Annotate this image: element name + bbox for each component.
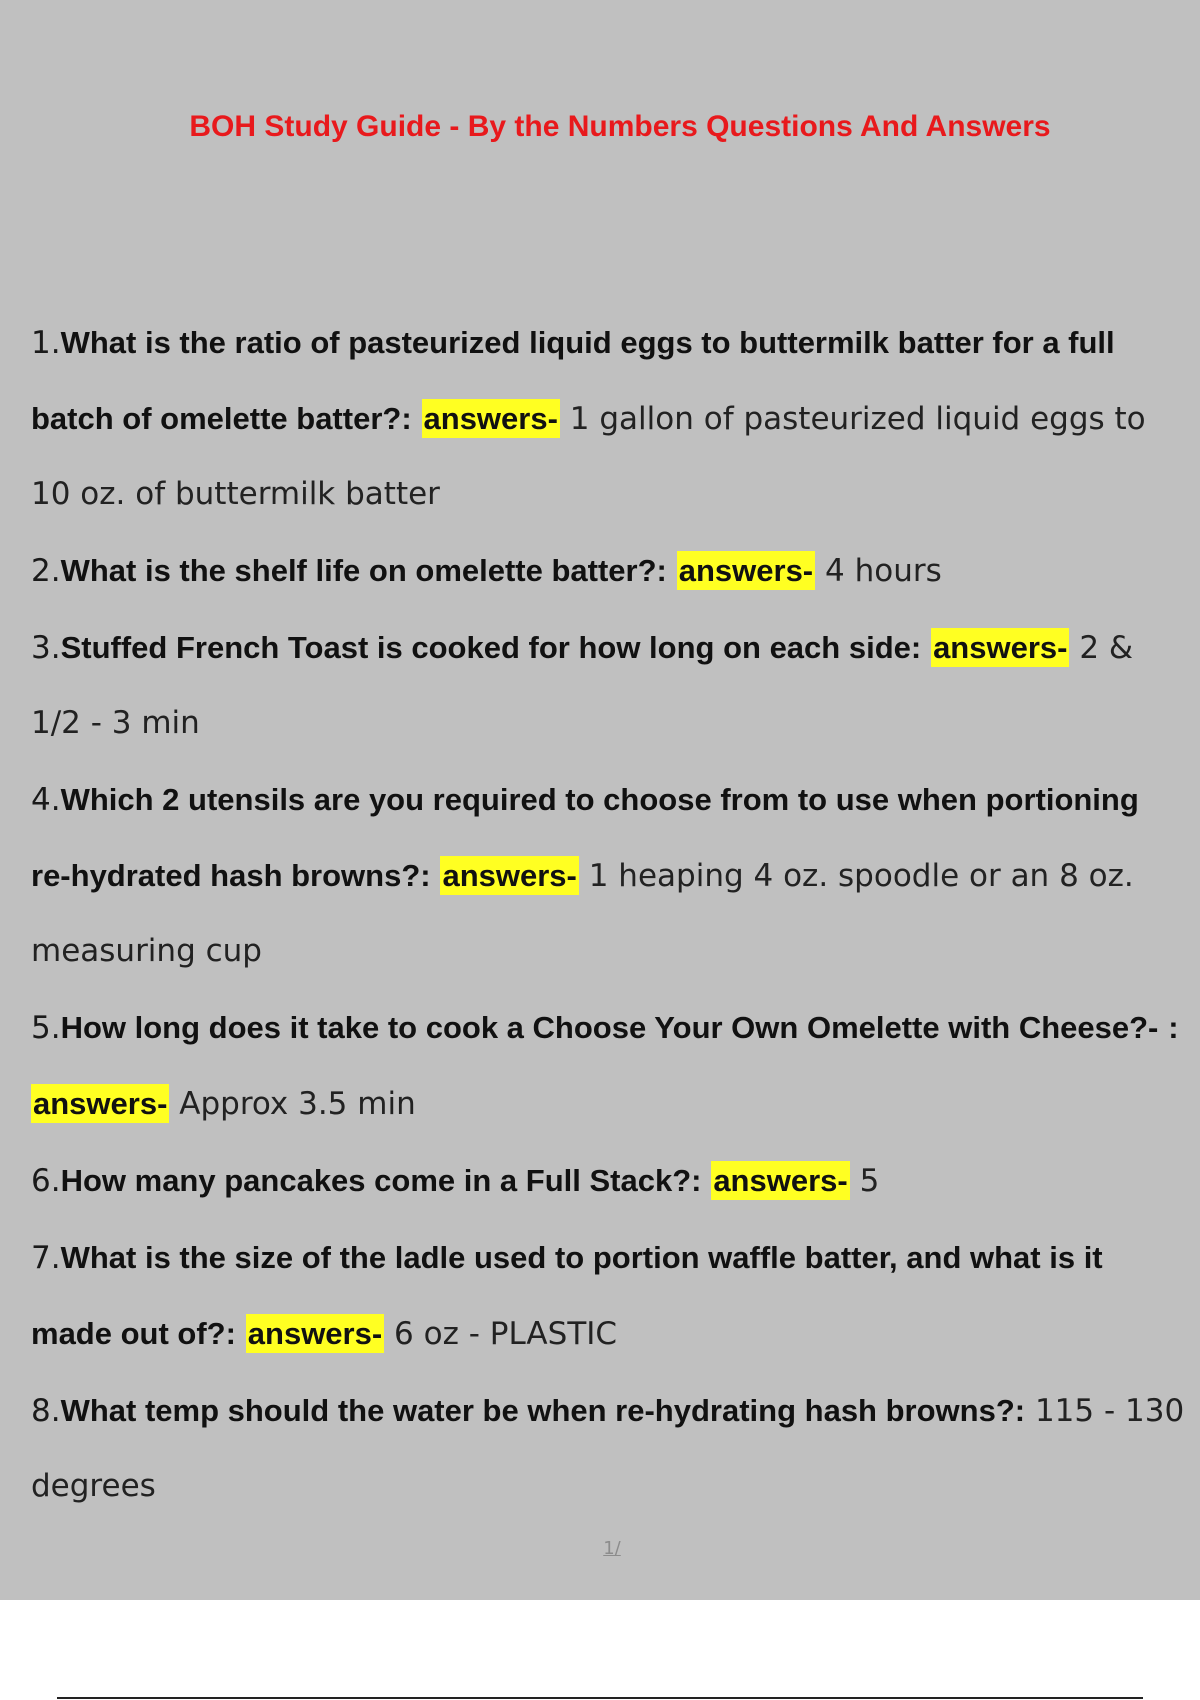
question-text-tail: : bbox=[1168, 1010, 1179, 1045]
qa-item-5 bbox=[31, 990, 1186, 1142]
qa-item-3 bbox=[31, 610, 1186, 761]
question-number: 8. bbox=[31, 1393, 61, 1429]
question-number: 7. bbox=[31, 1240, 61, 1276]
answer-tag: answers- bbox=[247, 1316, 383, 1351]
page-title: BOH Study Guide - By the Numbers Questions And Answers bbox=[189, 110, 1051, 143]
question-number: 5. bbox=[31, 1010, 61, 1046]
answer-tag: answers- bbox=[33, 1086, 168, 1121]
qa-item-7 bbox=[31, 1220, 1186, 1372]
answer-tag: answers- bbox=[713, 1163, 848, 1198]
footer-divider bbox=[57, 1697, 1143, 1699]
qa-item-1 bbox=[31, 305, 1186, 532]
question-text: What is the size of the ladle used to portion waffle batter, and what is it made out of?: bbox=[31, 1240, 1103, 1351]
question-text: What is the shelf life on omelette batter?: bbox=[60, 553, 667, 588]
qa-list bbox=[31, 305, 1186, 1525]
answer-tag: answers- bbox=[678, 553, 814, 588]
page-number: 1/ bbox=[603, 1538, 621, 1559]
answer-text: 1 heaping 4 oz. spoodle or an 8 oz. measuring cup bbox=[31, 858, 1134, 969]
qa-item-6 bbox=[31, 1143, 1186, 1219]
question-number: 2. bbox=[31, 553, 61, 589]
answer-text: 6 oz - PLASTIC bbox=[394, 1316, 618, 1352]
answer-text: Approx 3.5 min bbox=[179, 1086, 416, 1122]
answer-text: 5 bbox=[859, 1163, 880, 1199]
answer-tag: answers- bbox=[933, 630, 1068, 665]
question-text: How long does it take to cook a Choose Your Own Omelette with Cheese?- bbox=[60, 1010, 1159, 1045]
question-number: 6. bbox=[31, 1163, 61, 1199]
question-number: 1. bbox=[31, 325, 61, 361]
answer-text: 115 - 130 degrees bbox=[31, 1393, 1185, 1504]
qa-item-2 bbox=[31, 533, 1186, 609]
answer-text: 4 hours bbox=[825, 553, 942, 589]
qa-item-8 bbox=[31, 1373, 1186, 1524]
qa-item-4 bbox=[31, 762, 1186, 989]
question-text: How many pancakes come in a Full Stack?: bbox=[60, 1163, 702, 1198]
question-number: 4. bbox=[31, 782, 61, 818]
answer-text: 2 & 1/2 - 3 min bbox=[31, 630, 1134, 741]
answer-tag: answers- bbox=[423, 401, 558, 436]
answer-tag: answers- bbox=[442, 858, 577, 893]
answer-text: 1 gallon of pasteurized liquid eggs to 10 oz. of buttermilk batter bbox=[31, 401, 1146, 512]
question-text: What temp should the water be when re-hydrating hash browns?: bbox=[60, 1393, 1026, 1428]
question-text: Which 2 utensils are you required to choose from to use when portioning re-hydrated hash browns?: bbox=[31, 782, 1139, 893]
question-number: 3. bbox=[31, 630, 61, 666]
question-text: What is the ratio of pasteurized liquid eggs to buttermilk batter for a full batch of omelette batter?: bbox=[31, 325, 1115, 436]
question-text: Stuffed French Toast is cooked for how long on each side: bbox=[60, 630, 922, 665]
